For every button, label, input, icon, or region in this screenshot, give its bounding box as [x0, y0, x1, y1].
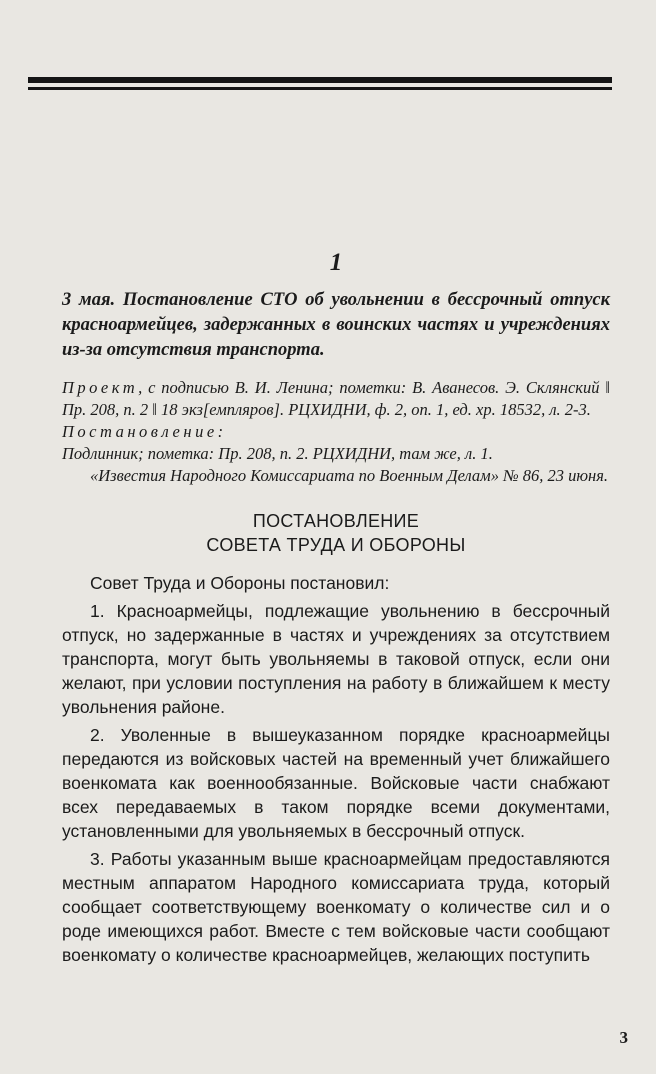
- resolution-title: [62, 509, 610, 557]
- document-heading: 3 мая. Постановление СТО об увольнении в бессрочный отпуск красноармейцев, задержанных в воинских частях и учреждениях из-за отсутствия транспорта.: [62, 290, 610, 360]
- original-info: Подлинник; пометка: Пр. 208, п. 2. РЦХИДНИ, там же, л. 1.: [62, 444, 493, 463]
- paragraph-3: 3. Работы указанным выше красноармейцам предоставляются местным аппаратом Народного комиссариата труда, который сообщает соответствующему военкомату о количестве сил и о роде имеющихся работ. Вместе с тем войсковые части сообщают военкомату о количестве красноармейцев, желающих поступить: [62, 849, 610, 965]
- publication-info: «Известия Народного Комиссариата по Военным Делам» № 86, 23 июня.: [90, 466, 609, 485]
- page-number: 3: [619, 1028, 628, 1047]
- draft-info: , с подписью В. И. Ленина; пометки: В. Аванесов. Э. Склянский ‖ Пр. 208, п. 2 ‖ 18 экз[емпляров]. РЦХИДНИ, ф. 2, оп. 1, ед. хр. 18532, л. 2-3.: [62, 378, 610, 419]
- paragraph-1: 1. Красноармейцы, подлежащие увольнению в бессрочный отпуск, но задержанные в частях и учреждениях за отсутствием транспорта, могут быть увольняемы в таковой отпуск, если они желают, при условии поступления на работу в ближайшем к месту увольнения районе.: [62, 601, 610, 717]
- draft-note: [62, 377, 610, 421]
- archive-notes: [62, 377, 610, 487]
- top-rule-thin: [28, 87, 612, 90]
- top-rule-thick: [28, 77, 612, 83]
- document-number: 1: [329, 249, 343, 276]
- document-content: [62, 248, 610, 967]
- resolution-body: [62, 571, 610, 967]
- paragraph-2: 2. Уволенные в вышеуказанном порядке красноармейцы передаются из войсковых частей на временный учет ближайшего военкомата как военнообязанные. Войсковые части снабжают всех передаваемых в таком порядке всеми документами, установленными для увольняемых в бессрочный отпуск.: [62, 725, 610, 841]
- resolution-title-line2: СОВЕТА ТРУДА И ОБОРОНЫ: [206, 535, 466, 555]
- resolution-title-line1: ПОСТАНОВЛЕНИЕ: [252, 511, 420, 531]
- resolution-intro: Совет Труда и Обороны постановил:: [90, 573, 390, 593]
- resolution-label: Постановление:: [62, 422, 227, 441]
- draft-label: Проект: [62, 378, 139, 397]
